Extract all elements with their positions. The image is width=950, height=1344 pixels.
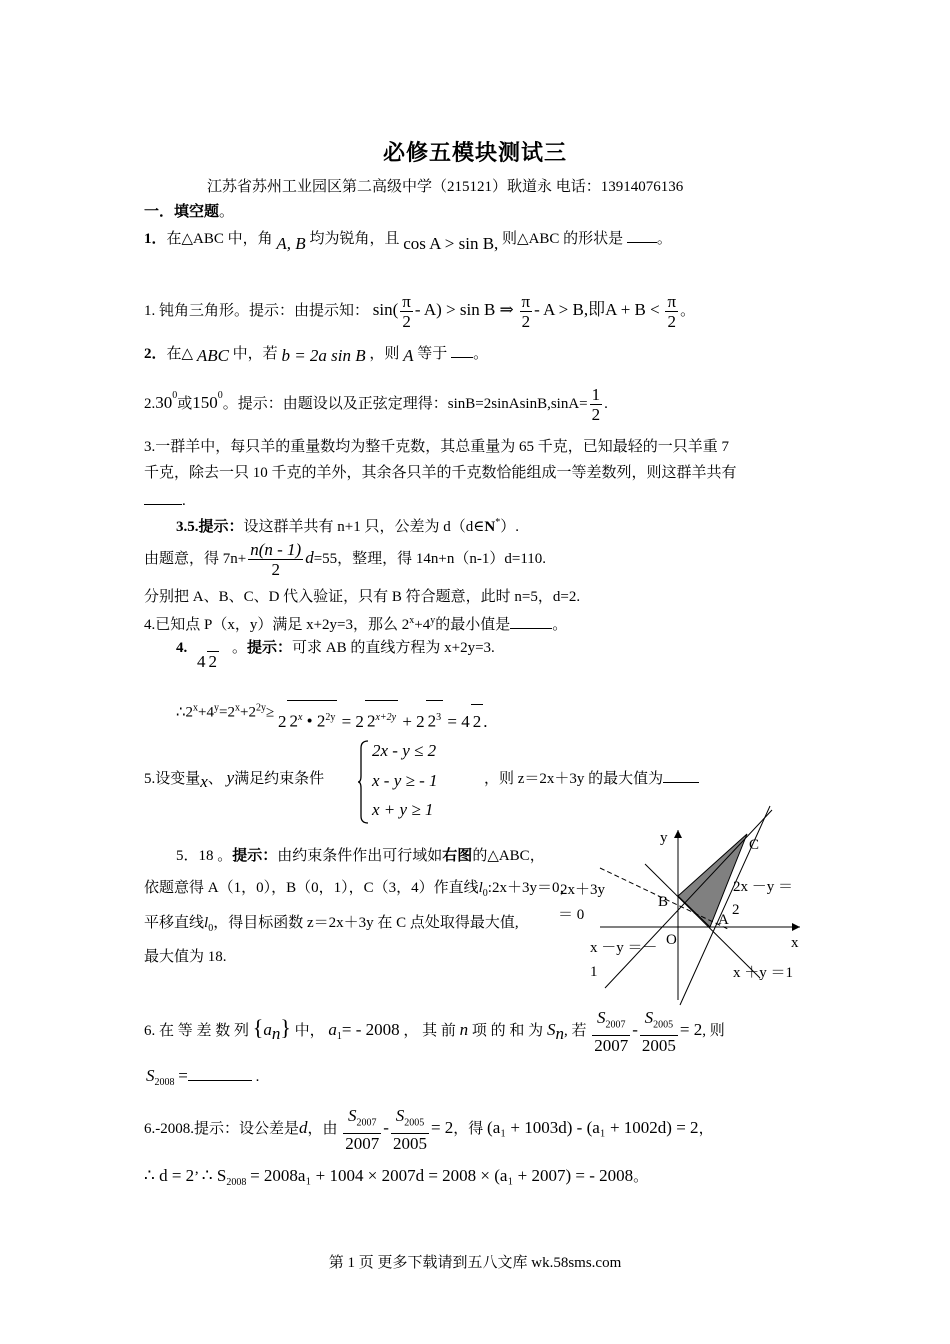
constraint-2: x - y ≥ - 1 — [372, 771, 438, 790]
constraint-1: 2x - y ≤ 2 — [372, 741, 437, 760]
point-label-b: B — [658, 894, 669, 910]
answer-2: 2.30$^0$或$150^0$。提示：由题设以及正弦定理得：sinB=2sinAsinB,sinA= $\frac{1}{2}$ . — [144, 385, 608, 425]
question-3-line-2: 千克，除去一只 10 千克的羊外，其余各只羊的千克数恰能组成一等差数列，则这群羊共有 — [144, 465, 737, 481]
answer-4-value: 4 2 — [197, 652, 217, 671]
question-1: 1．在△ABC 中，角 A, B 均为锐角，且 cos A > sin B, 则△ABC 的形状是 。 — [144, 228, 672, 249]
answer-3-line-3: 分别把 A、B、C、D 代入验证，只有 B 符合题意，此时 n=5，d=2. — [144, 589, 581, 605]
question-5-tail: ，则 z＝2x＋3y 的最大值为 — [484, 768, 699, 789]
answer-5-line-4: 最大值为 18. — [144, 949, 227, 965]
axis-label-x: x — [791, 935, 799, 951]
page-title: 必修五模块测试三 — [382, 141, 567, 166]
constraint-3: x + y ≥ 1 — [372, 800, 434, 819]
point-label-a: A — [718, 912, 729, 928]
line-label-x-y: x －y ＝－ — [590, 940, 658, 956]
answer-3-line-1: 3.5.提示：设这群羊共有 n+1 只，公差为 d（d∈N*）. — [176, 517, 519, 535]
line-label-2x-3y-rhs: ＝ 0 — [558, 907, 585, 923]
constraint-system — [358, 740, 478, 824]
answer-3-line-2: 由题意，得 7n+ $\frac{n(n - 1)}{2}$ d=55，整理，得 14n+n（n-1）d=110. — [144, 540, 547, 580]
question-4: 4.已知点 P（x，y）满足 x+2y=3，那么 $2^x+4^y$的最小值是 。 — [144, 615, 568, 633]
page-footer: 第 1 页 更多下载请到五八文库 wk.58sms.com — [328, 1255, 622, 1271]
line-label-2x-y-rhs: 2 — [732, 902, 740, 918]
x-axis-arrow-icon — [792, 923, 800, 931]
y-axis-arrow-icon — [674, 830, 682, 838]
line-label-2x-y: 2x －y ＝ — [733, 879, 794, 895]
line-label-x-plus-y: x ＋y ＝1 — [733, 965, 794, 981]
section-heading: 一．填空题。 — [144, 204, 235, 220]
point-label-o: O — [666, 932, 677, 948]
question-3-line-3: . — [144, 490, 186, 511]
line-label-2x-3y: 2x＋3y — [560, 882, 606, 898]
answer-6-line-1: 6.-2008.提示：设公差是d，由 $\frac{S_{2007}}{2007}$ - $\frac{S_{2005}}{2005}$ = 2，得 (a₁ + 1003d) - (a₁ + 1002d) = 2， — [144, 1106, 714, 1153]
question-2: 2．在△ ABC 中，若 b = 2a sin B ，则 A 等于 。 — [144, 343, 488, 364]
question-5: 5.设变量x、 y满足约束条件 — [144, 768, 325, 791]
answer-5-line-1: 5．18 。提示：由约束条件作出可行域如右图的△ABC， — [176, 848, 545, 864]
answer-4-line-1: 4. — [176, 640, 188, 656]
answer-4-hint: 。提示：可求 AB 的直线方程为 x+2y=3. — [232, 640, 495, 656]
line-label-x-y-rhs: 1 — [590, 964, 598, 980]
point-label-c: C — [749, 837, 760, 853]
brace-icon — [358, 740, 370, 824]
question-6-line-2: $S_{2008}$ = . — [146, 1066, 260, 1088]
byline: 江苏省苏州工业园区第二高级中学（215121）耿道永 电话：13914076136 — [207, 179, 684, 195]
axis-label-y: y — [660, 830, 668, 846]
feasible-region-figure — [558, 800, 820, 1025]
question-3-line-1: 3.一群羊中，每只羊的重量数均为整千克数，其总重量为 65 千克，已知最轻的一只羊重 7 — [144, 439, 730, 455]
answer-5-line-2: 依题意得 A（1，0），B（0，1），C（3，4）作直线$l_0:2x+3y=0$， — [144, 880, 575, 899]
answer-1: 1. 钝角三角形。提示：由提示知： sin( $\frac{\pi}{2}$ - A) > sin B ⇒ $\frac{\pi}{2}$ - A > B,即A + B < $\frac{\pi}{2}$ 。 — [144, 292, 696, 332]
question-6: 6. 在 等 差 数 列 $\{a_n\}$ 中， $a_1= - 2008$ ， 其 前 n 项 的 和 为 $S_n$, 若 $\frac{S_{2007}}{2007}$ - $\frac{S_{2005}}{2005}$ = 2, 则 — [144, 1008, 725, 1055]
line-x-y-minus-1 — [605, 810, 772, 988]
answer-5-line-3: 平移直线$l_0$，得目标函数 z＝2x＋3y 在 C 点处取得最大值, — [144, 915, 519, 934]
answer-4-line-2: $\therefore 2^x+4^y=2^x+2^{2y}\ge 2$ 2$^x$ • $2^{2y} = 2$ $2^{x+2y} + 2$ $2^3 = 4$ 2 . — [176, 690, 488, 730]
answer-6-line-2: ∴ d = 2’ ∴ $S_{2008} = 2008a_1 + 1004 \times 2007d = 2008 \times (a_1 + 2007)$ = - 2008。 — [144, 1166, 649, 1188]
